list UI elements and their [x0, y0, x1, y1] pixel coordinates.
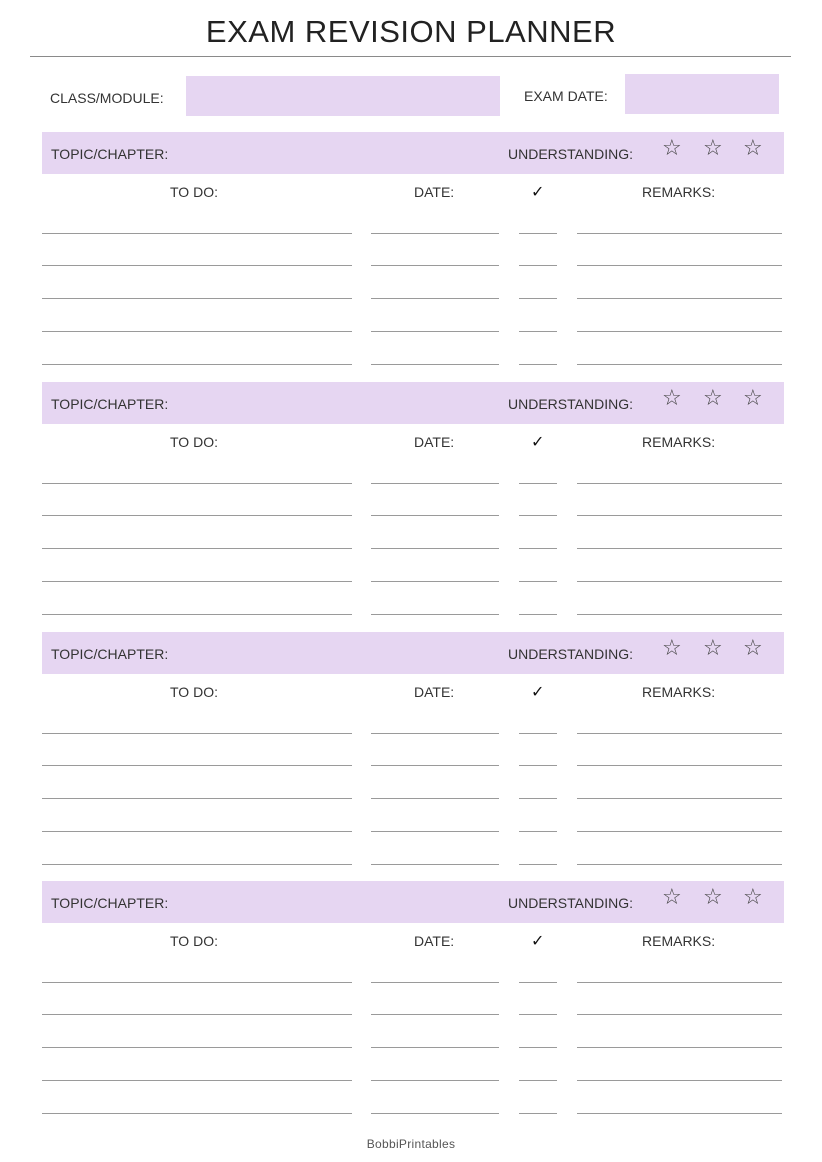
remarks-line[interactable] [577, 581, 782, 582]
remarks-line[interactable] [577, 265, 782, 266]
title-divider [30, 56, 791, 57]
date-line[interactable] [371, 798, 499, 799]
check-line[interactable] [519, 548, 557, 549]
todo-line[interactable] [42, 298, 352, 299]
date-line[interactable] [371, 1047, 499, 1048]
remarks-line[interactable] [577, 483, 782, 484]
page-title: EXAM REVISION PLANNER [205, 14, 617, 49]
understanding-label: UNDERSTANDING: [508, 146, 633, 162]
rating-star-icon[interactable]: ☆ [662, 885, 682, 910]
date-line[interactable] [371, 548, 499, 549]
topic-section [42, 881, 784, 1126]
remarks-line[interactable] [577, 1080, 782, 1081]
rating-star-icon[interactable]: ☆ [703, 636, 723, 661]
todo-line[interactable] [42, 581, 352, 582]
check-line[interactable] [519, 1080, 557, 1081]
topic-header-band [42, 382, 784, 424]
class-module-field[interactable] [186, 76, 500, 116]
todo-line[interactable] [42, 864, 352, 865]
todo-header: TO DO: [170, 184, 218, 200]
remarks-line[interactable] [577, 331, 782, 332]
remarks-line[interactable] [577, 864, 782, 865]
date-header: DATE: [414, 933, 455, 949]
topic-section [42, 382, 784, 627]
check-header-icon: ✓ [531, 182, 545, 201]
check-line[interactable] [519, 765, 557, 766]
remarks-header: REMARKS: [642, 434, 716, 450]
check-line[interactable] [519, 614, 557, 615]
remarks-line[interactable] [577, 1113, 782, 1114]
date-line[interactable] [371, 364, 499, 365]
todo-line[interactable] [42, 515, 352, 516]
check-line[interactable] [519, 515, 557, 516]
rating-star-icon[interactable]: ☆ [743, 885, 763, 910]
check-line[interactable] [519, 233, 557, 234]
todo-line[interactable] [42, 331, 352, 332]
todo-line[interactable] [42, 1113, 352, 1114]
remarks-line[interactable] [577, 831, 782, 832]
rating-star-icon[interactable]: ☆ [703, 386, 723, 411]
remarks-header: REMARKS: [642, 184, 716, 200]
todo-line[interactable] [42, 1047, 352, 1048]
rating-star-icon[interactable]: ☆ [743, 136, 763, 161]
todo-line[interactable] [42, 765, 352, 766]
date-header: DATE: [414, 684, 455, 700]
date-line[interactable] [371, 233, 499, 234]
date-line[interactable] [371, 765, 499, 766]
date-line[interactable] [371, 1014, 499, 1015]
topic-header-band [42, 132, 784, 174]
topic-section [42, 132, 784, 377]
date-line[interactable] [371, 1113, 499, 1114]
exam-date-field[interactable] [625, 74, 779, 114]
todo-line[interactable] [42, 733, 352, 734]
todo-header: TO DO: [170, 434, 218, 450]
rating-star-icon[interactable]: ☆ [662, 386, 682, 411]
topic-section [42, 632, 784, 877]
check-header-icon: ✓ [531, 682, 545, 701]
remarks-line[interactable] [577, 548, 782, 549]
todo-line[interactable] [42, 364, 352, 365]
todo-line[interactable] [42, 798, 352, 799]
exam-date-label: EXAM DATE: [524, 88, 608, 104]
remarks-header: REMARKS: [642, 933, 716, 949]
todo-line[interactable] [42, 233, 352, 234]
topic-chapter-label[interactable]: TOPIC/CHAPTER: [51, 146, 169, 162]
topic-chapter-label[interactable]: TOPIC/CHAPTER: [51, 396, 169, 412]
date-line[interactable] [371, 733, 499, 734]
remarks-line[interactable] [577, 798, 782, 799]
check-line[interactable] [519, 1014, 557, 1015]
date-line[interactable] [371, 483, 499, 484]
remarks-line[interactable] [577, 1014, 782, 1015]
topic-header-band [42, 632, 784, 674]
remarks-line[interactable] [577, 614, 782, 615]
check-line[interactable] [519, 831, 557, 832]
check-line[interactable] [519, 483, 557, 484]
check-line[interactable] [519, 982, 557, 983]
date-header: DATE: [414, 434, 455, 450]
date-line[interactable] [371, 831, 499, 832]
todo-line[interactable] [42, 265, 352, 266]
check-line[interactable] [519, 298, 557, 299]
date-line[interactable] [371, 864, 499, 865]
todo-header: TO DO: [170, 933, 218, 949]
check-line[interactable] [519, 1047, 557, 1048]
check-line[interactable] [519, 733, 557, 734]
understanding-label: UNDERSTANDING: [508, 646, 633, 662]
understanding-label: UNDERSTANDING: [508, 396, 633, 412]
rating-star-icon[interactable]: ☆ [743, 386, 763, 411]
todo-line[interactable] [42, 831, 352, 832]
check-header-icon: ✓ [531, 432, 545, 451]
date-header: DATE: [414, 184, 455, 200]
remarks-line[interactable] [577, 515, 782, 516]
remarks-line[interactable] [577, 982, 782, 983]
remarks-line[interactable] [577, 765, 782, 766]
topic-chapter-label[interactable]: TOPIC/CHAPTER: [51, 646, 169, 662]
remarks-line[interactable] [577, 233, 782, 234]
todo-line[interactable] [42, 548, 352, 549]
date-line[interactable] [371, 331, 499, 332]
date-line[interactable] [371, 982, 499, 983]
remarks-line[interactable] [577, 364, 782, 365]
date-line[interactable] [371, 1080, 499, 1081]
check-line[interactable] [519, 798, 557, 799]
check-line[interactable] [519, 1113, 557, 1114]
rating-star-icon[interactable]: ☆ [743, 636, 763, 661]
todo-line[interactable] [42, 483, 352, 484]
check-line[interactable] [519, 265, 557, 266]
date-line[interactable] [371, 265, 499, 266]
check-line[interactable] [519, 581, 557, 582]
class-module-label: CLASS/MODULE: [50, 90, 164, 106]
date-line[interactable] [371, 581, 499, 582]
understanding-label: UNDERSTANDING: [508, 895, 633, 911]
rating-star-icon[interactable]: ☆ [703, 885, 723, 910]
date-line[interactable] [371, 298, 499, 299]
remarks-line[interactable] [577, 733, 782, 734]
todo-line[interactable] [42, 982, 352, 983]
date-line[interactable] [371, 515, 499, 516]
check-line[interactable] [519, 364, 557, 365]
remarks-line[interactable] [577, 298, 782, 299]
date-line[interactable] [371, 614, 499, 615]
topic-header-band [42, 881, 784, 923]
rating-star-icon[interactable]: ☆ [662, 136, 682, 161]
todo-header: TO DO: [170, 684, 218, 700]
todo-line[interactable] [42, 1080, 352, 1081]
remarks-line[interactable] [577, 1047, 782, 1048]
brand-footer: BobbiPrintables [366, 1137, 456, 1151]
check-line[interactable] [519, 331, 557, 332]
remarks-header: REMARKS: [642, 684, 716, 700]
todo-line[interactable] [42, 1014, 352, 1015]
todo-line[interactable] [42, 614, 352, 615]
topic-chapter-label[interactable]: TOPIC/CHAPTER: [51, 895, 169, 911]
check-header-icon: ✓ [531, 931, 545, 950]
check-line[interactable] [519, 864, 557, 865]
rating-star-icon[interactable]: ☆ [662, 636, 682, 661]
rating-star-icon[interactable]: ☆ [703, 136, 723, 161]
